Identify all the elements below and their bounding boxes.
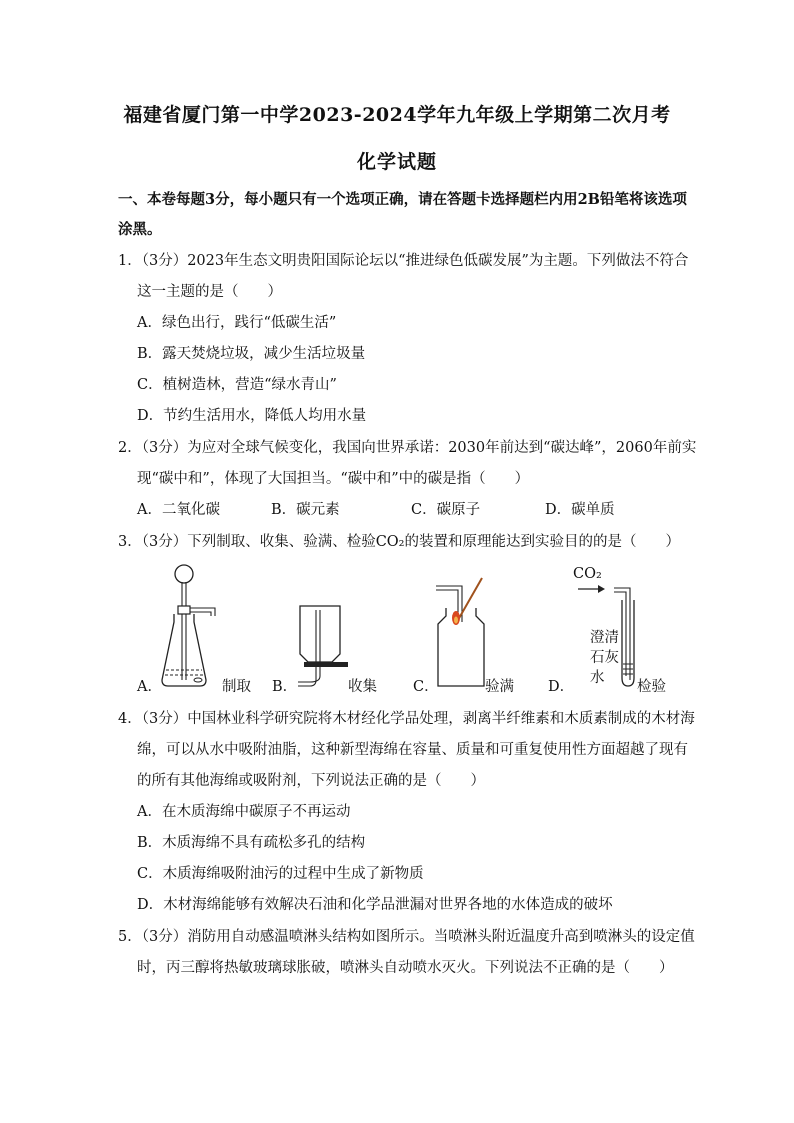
question-5-stem-line1: 5．（3分）消防用自动感温喷淋头结构如图所示。当喷淋头附近温度升高到喷淋头的设定值 (118, 929, 695, 945)
question-2-option-d: D．碳单质 (545, 502, 615, 518)
exam-title: 福建省厦门第一中学2023-2024学年九年级上学期第二次月考 (123, 104, 671, 126)
figure-b-collection-bottle (296, 602, 352, 690)
figure-a-caption: 制取 (222, 679, 251, 695)
figure-a-flask-apparatus (160, 562, 222, 690)
question-2-option-a: A．二氧化碳 (137, 502, 220, 518)
figure-b-caption: 收集 (348, 679, 377, 695)
section-instruction-line1: 一、本卷每题3分，每小题只有一个选项正确，请在答题卡选择题栏内用2B铅笔将该选项 (118, 191, 687, 208)
question-1-stem-line2: 这一主题的是（ ） (137, 284, 282, 300)
figure-d-liquid-label-3: 水 (590, 670, 605, 686)
figure-d-liquid-label-1: 澄清 (590, 630, 619, 646)
question-2-stem-line2: 现“碳中和”，体现了大国担当。“碳中和”中的碳是指（ ） (137, 471, 530, 487)
figure-d-letter: D． (548, 679, 575, 695)
figure-d-caption: 检验 (637, 679, 666, 695)
question-4-stem-line2: 绵，可以从水中吸附油脂，这种新型海绵在容量、质量和可重复使用性方面超越了现有 (137, 742, 688, 758)
question-4-stem-line3: 的所有其他海绵或吸附剂，下列说法正确的是（ ） (137, 773, 485, 789)
exam-subject: 化学试题 (356, 151, 437, 173)
question-3-stem: 3．（3分）下列制取、收集、验满、检验CO₂的装置和原理能达到实验目的的是（ ） (118, 534, 680, 550)
question-1-option-a: A．绿色出行，践行“低碳生活” (137, 315, 337, 331)
question-4-option-a: A．在木质海绵中碳原子不再运动 (137, 804, 351, 820)
section-instruction-line2: 涂黑。 (118, 221, 162, 238)
figure-b-letter: B． (272, 679, 298, 695)
figure-c-flame-test-bottle (434, 574, 490, 690)
figure-a-letter: A． (137, 679, 162, 695)
question-4-option-d: D．木材海绵能够有效解决石油和化学品泄漏对世界各地的水体造成的破坏 (137, 897, 613, 913)
question-4-option-b: B．木质海绵不具有疏松多孔的结构 (137, 835, 366, 851)
question-4-stem-line1: 4．（3分）中国林业科学研究院将木材经化学品处理，剥离半纤维素和木质素制成的木材海 (118, 711, 695, 727)
figure-c-caption: 验满 (485, 679, 514, 695)
figure-d-arrow-icon (578, 584, 606, 594)
question-4-option-c: C．木质海绵吸附油污的过程中生成了新物质 (137, 866, 424, 882)
figure-d-gas-label: CO₂ (573, 566, 602, 582)
question-2-option-b: B．碳元素 (271, 502, 340, 518)
figure-d-liquid-label-2: 石灰 (590, 650, 619, 666)
question-2-stem-line1: 2．（3分）为应对全球气候变化，我国向世界承诺：2030年前达到“碳达峰”，2060年前实 (118, 440, 697, 456)
question-1-option-b: B．露天焚烧垃圾，减少生活垃圾量 (137, 346, 366, 362)
question-1-option-d: D．节约生活用水，降低人均用水量 (137, 408, 367, 424)
question-1-option-c: C．植树造林，营造“绿水青山” (137, 377, 337, 393)
question-1-stem-line1: 1．（3分）2023年生态文明贵阳国际论坛以“推进绿色低碳发展”为主题。下列做法不符合 (118, 253, 689, 269)
question-5-stem-line2: 时，丙三醇将热敏玻璃球胀破，喷淋头自动喷水灭火。下列说法不正确的是（ ） (137, 960, 674, 976)
figure-d-test-tube (610, 584, 640, 690)
question-2-option-c: C．碳原子 (411, 502, 481, 518)
figure-c-letter: C． (413, 679, 439, 695)
